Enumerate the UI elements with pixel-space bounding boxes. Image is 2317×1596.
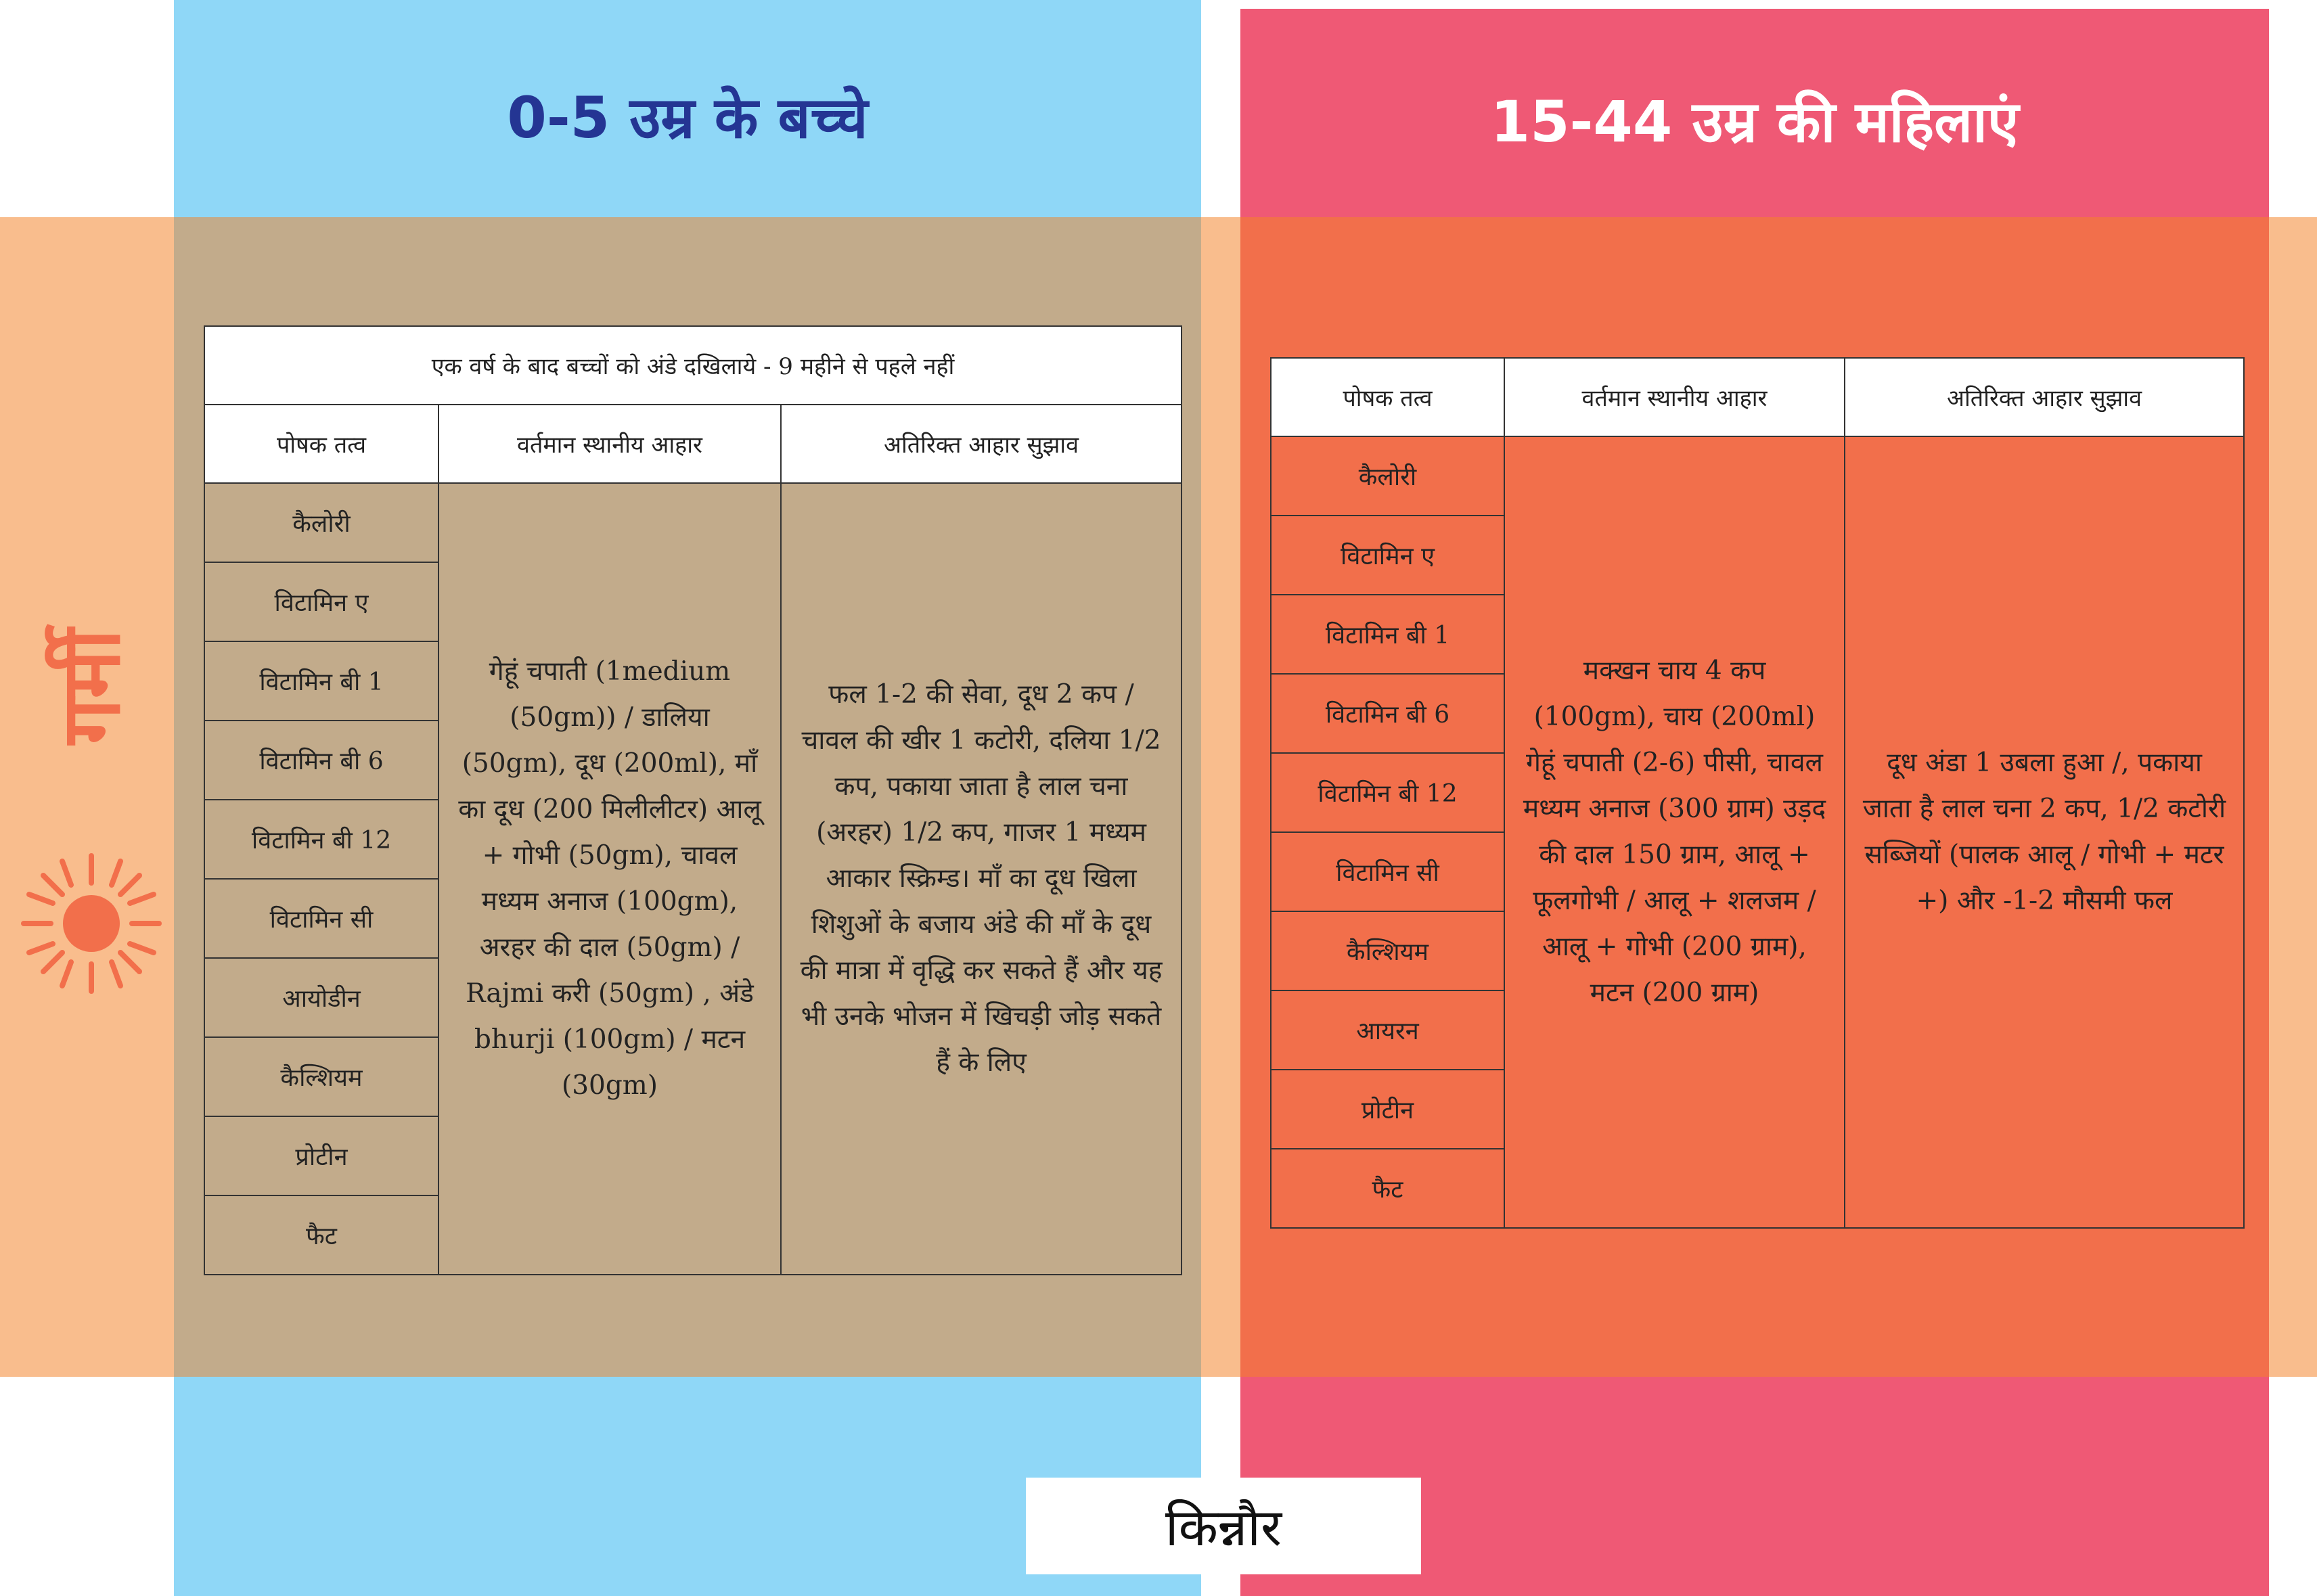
header-nutrient: पोषक तत्व <box>204 405 438 483</box>
nutrient-cell: आयरन <box>1271 990 1504 1070</box>
nutrient-cell: कैल्शियम <box>204 1037 438 1116</box>
nutrient-cell: विटामिन बी 12 <box>1271 753 1504 832</box>
women-suggestion: दूध अंडा 1 उबला हुआ /, पकाया जाता है लाल चना 2 कप, 1/2 कटोरी सब्जियों (पालक आलू / गोभी + मटर +) और -1-2 मौसमी फल <box>1845 436 2244 1228</box>
header-current-diet: वर्तमान स्थानीय आहार <box>1504 358 1845 436</box>
header-suggestion: अतिरिक्त आहार सुझाव <box>781 405 1182 483</box>
sun-icon <box>20 852 162 995</box>
nutrient-cell: विटामिन ए <box>1271 516 1504 595</box>
nutrient-cell: फैट <box>1271 1149 1504 1228</box>
nutrient-cell: विटामिन बी 6 <box>204 721 438 800</box>
children-current-diet: गेहूं चपाती (1medium (50gm)) / डालिया (50gm), दूध (200ml), माँ का दूध (200 मिलीलीटर) आलू + गोभी (50gm), चावल मध्यम अनाज (100gm), अरहर की दाल (50gm) / Rajmi करी (50gm) , अंडे bhurji (100gm) / मटन (30gm) <box>438 483 781 1275</box>
season-band-left <box>0 217 174 1377</box>
nutrient-cell: प्रोटीन <box>204 1116 438 1195</box>
nutrient-cell: फैट <box>204 1195 438 1275</box>
nutrient-cell: विटामिन बी 12 <box>204 800 438 879</box>
nutrient-cell: विटामिन बी 6 <box>1271 674 1504 753</box>
nutrient-cell: विटामिन ए <box>204 562 438 641</box>
nutrient-cell: विटामिन सी <box>204 879 438 958</box>
header-suggestion: अतिरिक्त आहार सुझाव <box>1845 358 2244 436</box>
nutrient-cell: कैल्शियम <box>1271 911 1504 990</box>
women-current-diet: मक्खन चाय 4 कप (100gm), चाय (200ml) गेहूं चपाती (2-6) पीसी, चावल मध्यम अनाज (300 ग्राम) उड़द की दाल 150 ग्राम, आलू + फूलगोभी / आलू + शलजम / आलू + गोभी (200 ग्राम), मटन (200 ग्राम) <box>1504 436 1845 1228</box>
nutrient-cell: आयोडीन <box>204 958 438 1037</box>
region-label: किन्नौर <box>1026 1478 1421 1574</box>
header-current-diet: वर्तमान स्थानीय आहार <box>438 405 781 483</box>
nutrient-cell: प्रोटीन <box>1271 1070 1504 1149</box>
nutrient-cell: कैलोरी <box>1271 436 1504 516</box>
children-title: 0-5 उम्र के बच्चे <box>507 85 868 151</box>
nutrient-cell: विटामिन बी 1 <box>204 641 438 721</box>
children-suggestion: फल 1-2 की सेवा, दूध 2 कप / चावल की खीर 1 कटोरी, दलिया 1/2 कप, पकाया जाता है लाल चना (अरहर) 1/2 कप, गाजर 1 मध्यम आकार स्क्रिम्ड। माँ का दूध खिला शिशुओं के बजाय अंडे की माँ के दूध की मात्रा में वृद्धि कर सकते हैं और यह भी उनके भोजन में खिचड़ी जोड़ सकते हैं के लिए <box>781 483 1182 1275</box>
header-nutrient: पोषक तत्व <box>1271 358 1504 436</box>
women-nutrition-table <box>1270 357 2245 1229</box>
season-band-gap <box>1201 217 1240 1377</box>
women-title: 15-44 उम्र की महिलाएं <box>1490 89 2019 155</box>
nutrient-cell: कैलोरी <box>204 483 438 562</box>
nutrient-cell: विटामिन सी <box>1271 832 1504 911</box>
children-table-caption: एक वर्ष के बाद बच्चों को अंडे दखिलाये - 9 महीने से पहले नहीं <box>204 326 1182 405</box>
season-band-right <box>2269 217 2317 1377</box>
nutrient-cell: विटामिन बी 1 <box>1271 595 1504 674</box>
season-label: गर्मी <box>44 629 139 745</box>
children-nutrition-table <box>204 325 1182 1275</box>
